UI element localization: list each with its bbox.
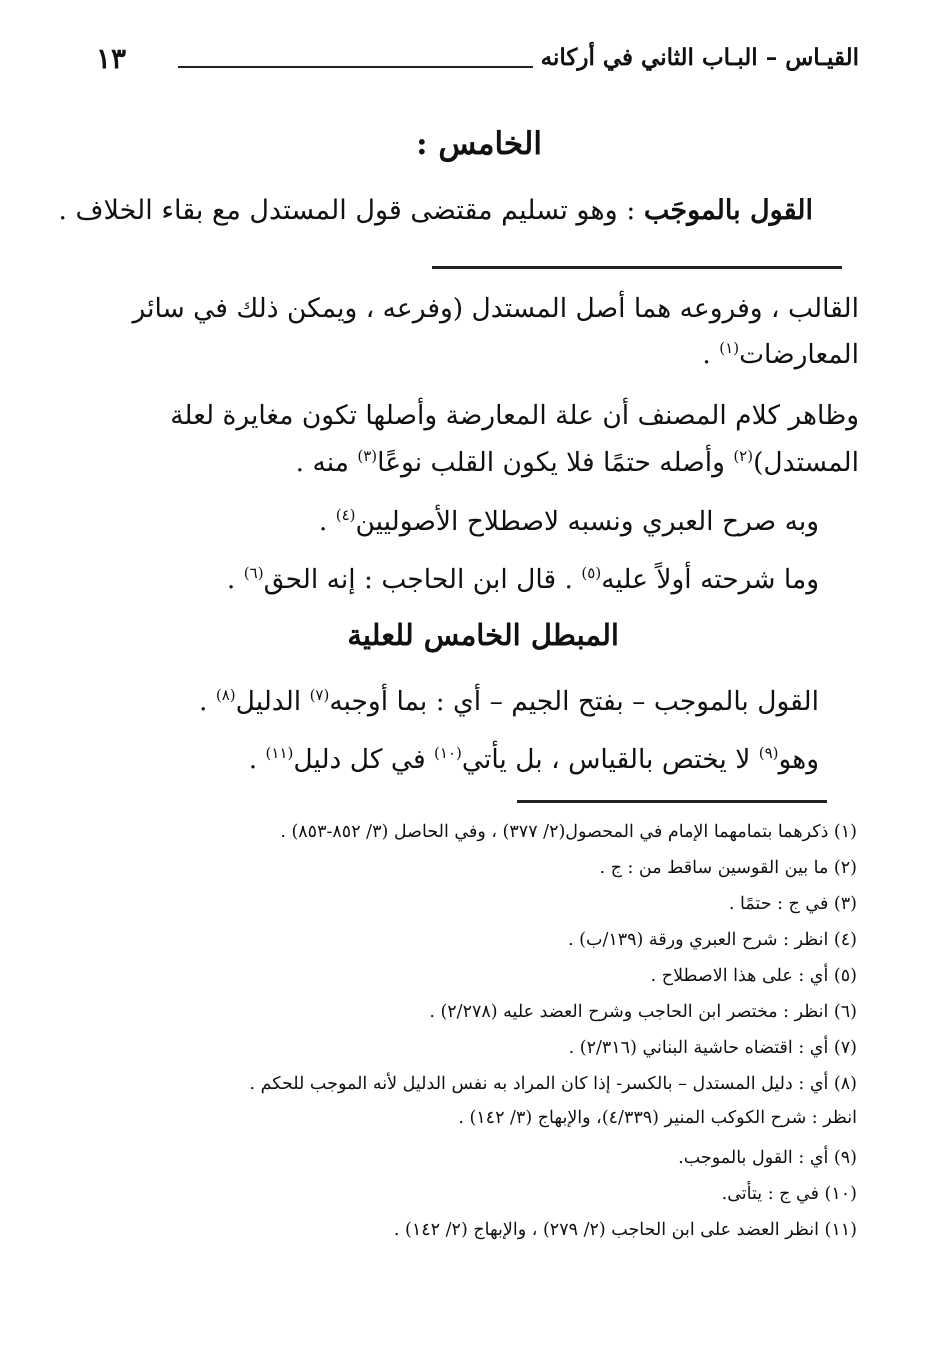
footnote-rule (517, 800, 827, 803)
para1-end: . (702, 339, 720, 370)
para5-line (199, 686, 819, 717)
footnote-7: (٧) أي : اقتضاه حاشية البناني (٢/٣١٦) . (568, 1038, 857, 1058)
footnote-ref-10[interactable]: (١٠) (434, 744, 462, 763)
page-number: ١٣ (96, 42, 127, 75)
footnote-6: (٦) انظر : مختصر ابن الحاجب وشرح العضد عليه (٢/٢٧٨) . (429, 1002, 857, 1022)
footnote-ref-8[interactable]: (٨) (215, 686, 236, 705)
definition-term: القول بالموجَب (643, 195, 813, 226)
header-rule (178, 66, 533, 68)
footnote-ref-1[interactable]: (١) (719, 339, 740, 358)
footnote-1: (١) ذكرهما بتمامهما الإمام في المحصول(٢/ ٣٧٧) ، وفي الحاصل (٣/ ٨٥٢-٨٥٣) . (280, 822, 857, 842)
body-rule (432, 266, 842, 269)
footnote-ref-2[interactable]: (٢) (733, 447, 754, 466)
para4-line (227, 564, 819, 595)
footnote-4: (٤) انظر : شرح العبري ورقة (١٣٩/ب) . (568, 930, 857, 950)
footnote-8: (٨) أي : دليل المستدل – بالكسر- إذا كان المراد به نفس الدليل لأنه الموجب للحكم . (249, 1074, 857, 1094)
definition-line (58, 195, 813, 226)
footnote-9: (٩) أي : القول بالموجب. (678, 1148, 857, 1168)
footnote-ref-4[interactable]: (٤) (335, 506, 356, 525)
para6-text-d: . (248, 744, 266, 775)
footnote-ref-7[interactable]: (٧) (309, 686, 330, 705)
subheading: المبطل الخامس للعلية (347, 618, 619, 652)
para6-text-a: وهو (778, 744, 819, 775)
definition-text: : وهو تسليم مقتضى قول المستدل مع بقاء الخلاف . (58, 195, 644, 226)
para2-line2 (296, 447, 859, 478)
para3-text-a: وبه صرح العبري ونسبه لاصطلاح الأصوليين (355, 506, 819, 537)
para4-text-c: . (226, 564, 244, 595)
footnote-2: (٢) ما بين القوسين ساقط من : ج . (599, 858, 857, 878)
footnote-10: (١٠) في ج : يتأتى. (721, 1184, 857, 1204)
footnote-5: (٥) أي : على هذا الاصطلاح . (650, 966, 857, 986)
footnote-8-cont: انظر : شرح الكوكب المنير (٤/٣٣٩)، والإبهاج (٣/ ١٤٢) . (458, 1108, 857, 1128)
footnote-ref-6[interactable]: (٦) (243, 564, 264, 583)
footnote-ref-5[interactable]: (٥) (581, 564, 602, 583)
para1-text: المعارضات (739, 339, 859, 370)
para2-text-c: منه . (295, 447, 358, 478)
para4-text-a: وما شرحته أولاً عليه (601, 564, 819, 595)
footnote-11: (١١) انظر العضد على ابن الحاجب (٢/ ٢٧٩) ، والإبهاج (٢/ ١٤٢) . (393, 1220, 857, 1240)
para3-line (319, 506, 819, 537)
footnote-ref-9[interactable]: (٩) (758, 744, 779, 763)
para2-text-b: وأصله حتمًا فلا يكون القلب نوعًا (377, 447, 734, 478)
para2-text-a: المستدل) (753, 447, 859, 478)
para2-line1: وظاهر كلام المصنف أن علة المعارضة وأصلها تكون مغايرة لعلة (170, 400, 859, 431)
para5-text-b: الدليل (235, 686, 310, 717)
para3-text-b: . (318, 506, 336, 537)
para5-text-c: . (199, 686, 216, 717)
para6-text-c: في كل دليل (293, 744, 435, 775)
footnote-ref-11[interactable]: (١١) (265, 744, 294, 763)
section-heading: الخامس : (416, 126, 542, 162)
para4-text-b: . قال ابن الحاجب : إنه الحق (263, 564, 582, 595)
running-head: القيـاس – البـاب الثاني في أركانه (540, 44, 859, 71)
para6-line (249, 744, 819, 775)
footnote-ref-3[interactable]: (٣) (357, 447, 378, 466)
footnote-3: (٣) في ج : حتمًا . (728, 894, 857, 914)
para1-line1: القالب ، وفروعه هما أصل المستدل (وفرعه ، ويمكن ذلك في سائر (132, 293, 859, 324)
para1-line2 (702, 339, 859, 370)
para6-text-b: لا يختص بالقياس ، بل يأتي (461, 744, 759, 775)
para5-text-a: القول بالموجب – بفتح الجيم – أي : بما أوجبه (329, 686, 819, 717)
